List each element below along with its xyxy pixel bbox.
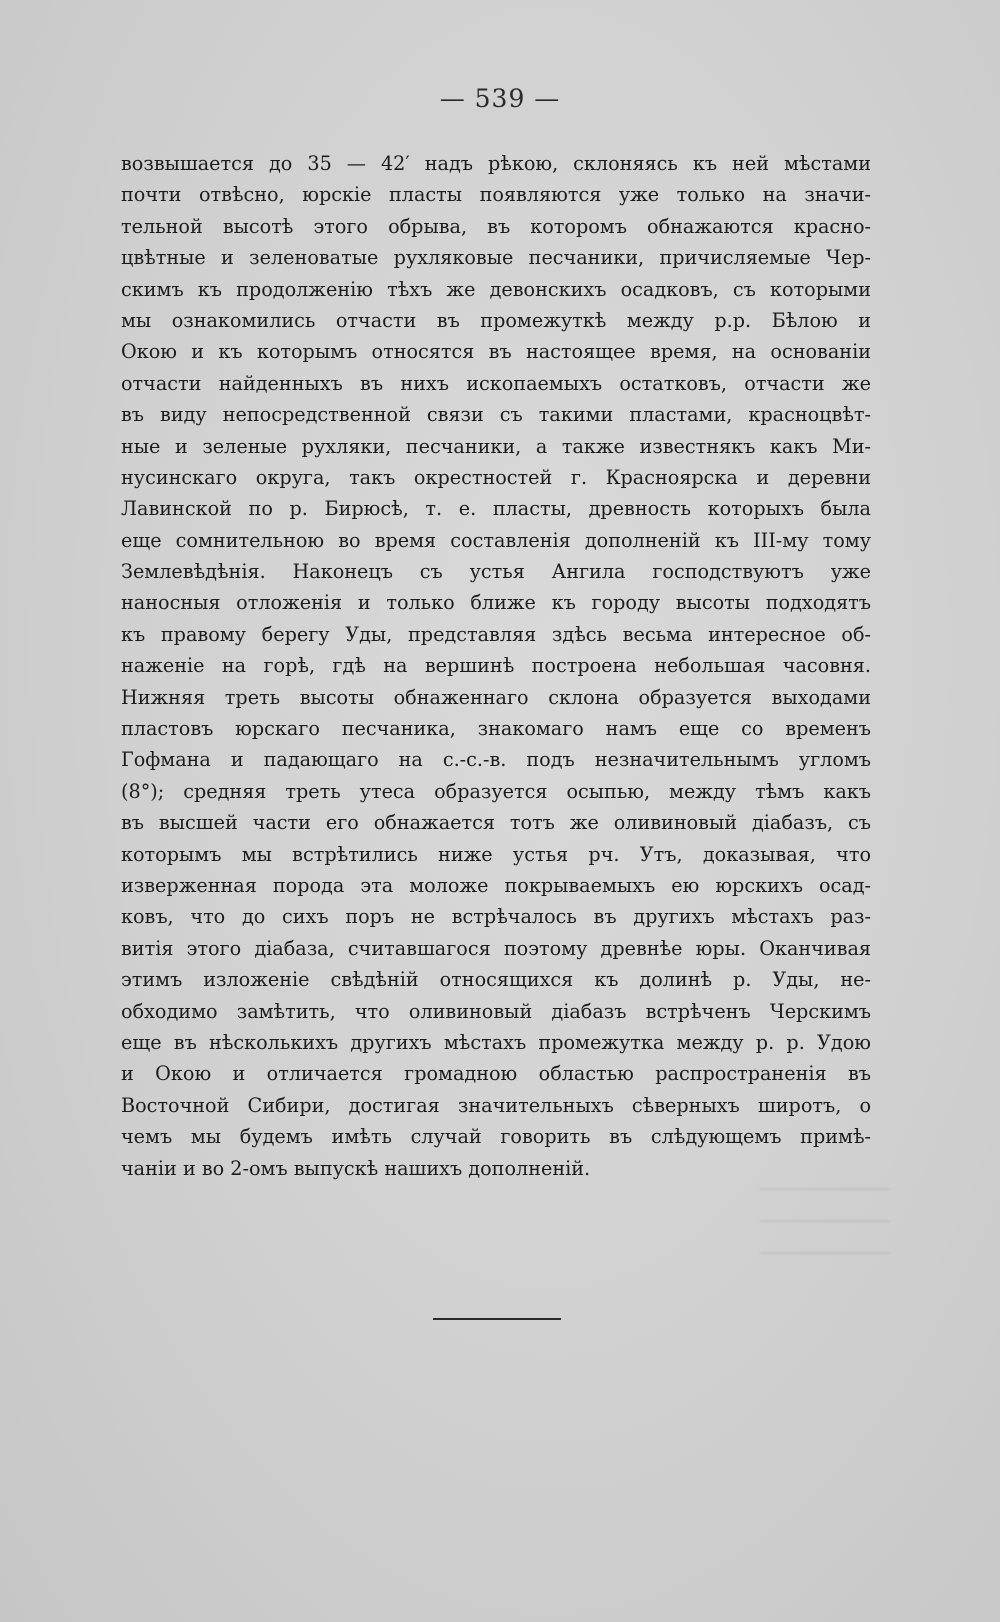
text-line: отчасти найденныхъ въ нихъ ископаемыхъ остатковъ, отчасти же bbox=[121, 371, 871, 395]
text-line: наносныя отложенія и только ближе къ городу высоты подходятъ bbox=[121, 591, 871, 615]
text-line: ковъ, что до сихъ поръ не встрѣчалось въ другихъ мѣстахъ раз- bbox=[121, 905, 871, 929]
text-line: возвышается до 35 — 42′ надъ рѣкою, склоняясь къ ней мѣстами bbox=[121, 152, 871, 175]
text-line: еще въ нѣсколькихъ другихъ мѣстахъ промежутка между р. р. Удою bbox=[121, 1030, 871, 1054]
text-line: (8°); средняя треть утеса образуется осыпью, между тѣмъ какъ bbox=[121, 779, 871, 803]
text-line: витія этого діабаза, считавшагося поэтому древнѣе юры. Оканчивая bbox=[121, 936, 871, 960]
page-number: — 539 — bbox=[439, 84, 561, 113]
text-line: къ правому берегу Уды, представляя здѣсь весьма интересное об- bbox=[121, 622, 871, 646]
text-line: въ высшей части его обнажается тотъ же оливиновый діабазъ, съ bbox=[121, 811, 871, 835]
text-line: которымъ мы встрѣтились ниже устья рч. Утъ, доказывая, что bbox=[121, 842, 871, 866]
text-line: Нижняя треть высоты обнаженнаго склона образуется выходами bbox=[121, 685, 871, 709]
text-line: пластовъ юрскаго песчаника, знакомаго намъ еще со временъ bbox=[121, 717, 871, 741]
body-text bbox=[121, 148, 871, 1184]
text-line: Лавинской по р. Бирюсѣ, т. е. пласты, древность которыхъ была bbox=[121, 497, 871, 521]
text-line: и Окою и отличается громадною областью распространенія въ bbox=[121, 1062, 871, 1086]
text-line: обходимо замѣтить, что оливиновый діабазъ встрѣченъ Черскимъ bbox=[121, 999, 871, 1023]
text-line: цвѣтные и зеленоватые рухляковые песчаники, причисляемые Чер- bbox=[121, 246, 871, 270]
text-line: этимъ изложеніе свѣдѣній относящихся къ долинѣ р. Уды, не- bbox=[121, 968, 871, 992]
show-through-bleed bbox=[760, 1170, 890, 1280]
text-line: Землевѣдѣнія. Наконецъ съ устья Ангила господствуютъ уже bbox=[121, 560, 871, 584]
text-line: мы ознакомились отчасти въ промежуткѣ между р.р. Бѣлою и bbox=[121, 308, 871, 332]
text-line: нусинскаго округа, такъ окрестностей г. Красноярска и деревни bbox=[121, 465, 871, 489]
text-line-last: чаніи и во 2-омъ выпускѣ нашихъ дополненій. bbox=[121, 1156, 591, 1180]
text-line: ные и зеленые рухляки, песчаники, а также известнякъ какъ Ми- bbox=[121, 434, 871, 458]
text-line: скимъ къ продолженію тѣхъ же девонскихъ осадковъ, съ которыми bbox=[121, 277, 871, 301]
text-line: чемъ мы будемъ имѣть случай говорить въ слѣдующемъ примѣ- bbox=[121, 1125, 871, 1149]
text-line: почти отвѣсно, юрскіе пласты появляются уже только на значи- bbox=[121, 183, 871, 207]
text-line: Гофмана и падающаго на с.-с.-в. подъ незначительнымъ угломъ bbox=[121, 748, 871, 772]
text-line: тельной высотѣ этого обрыва, въ которомъ обнажаются красно- bbox=[121, 214, 871, 238]
text-line: Окою и къ которымъ относятся въ настоящее время, на основаніи bbox=[121, 340, 871, 364]
section-separator-rule bbox=[433, 1318, 561, 1320]
text-line: Восточной Сибири, достигая значительныхъ сѣверныхъ широтъ, о bbox=[121, 1093, 871, 1117]
text-line: наженіе на горѣ, гдѣ на вершинѣ построена небольшая часовня. bbox=[121, 654, 871, 678]
text-line: въ виду непосредственной связи съ такими пластами, красноцвѣт- bbox=[121, 403, 871, 427]
text-line: еще сомнительною во время составленія дополненій къ III-му тому bbox=[121, 528, 871, 552]
text-line: изверженная порода эта моложе покрываемыхъ ею юрскихъ осад- bbox=[121, 873, 871, 897]
